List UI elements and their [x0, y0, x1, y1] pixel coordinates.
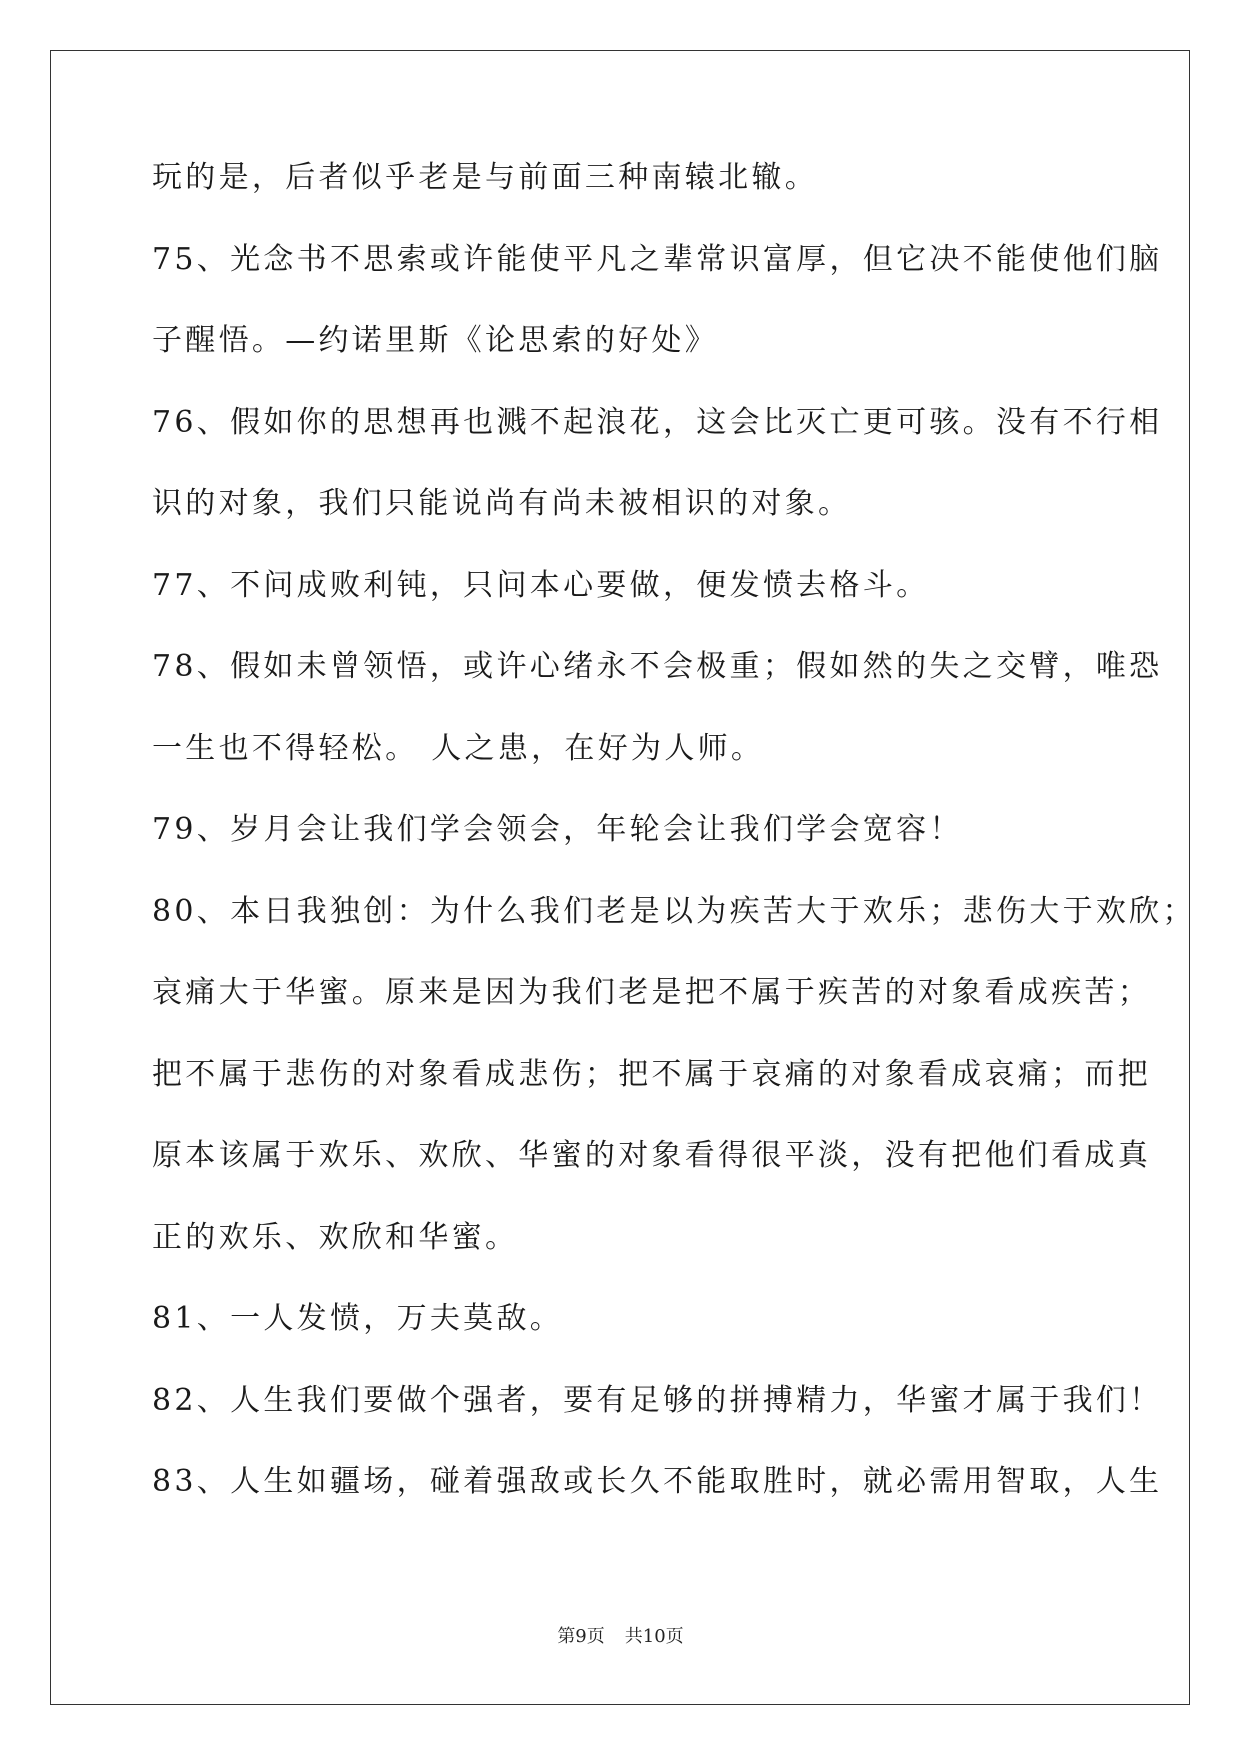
text-line: 一生也不得轻松。 人之患，在好为人师。	[152, 730, 765, 766]
text-line: 75、光念书不思索或许能使平凡之辈常识富厚，但它决不能使他们脑	[152, 241, 1163, 277]
text-line: 81、一人发愤，万夫莫敌。	[152, 1301, 564, 1336]
text-line: 哀痛大于华蜜。原来是因为我们老是把不属于疾苦的对象看成疾苦；	[152, 975, 1151, 1010]
text-line: 识的对象，我们只能说尚有尚未被相识的对象。	[152, 486, 852, 521]
text-line: 子醒悟。—约诺里斯《论思索的好处》	[152, 323, 719, 358]
page-footer	[0, 1625, 1241, 1649]
page-number-current: 第9页	[557, 1626, 605, 1647]
document-body	[152, 160, 1196, 1546]
text-line: 83、人生如疆场，碰着强敌或长久不能取胜时，就必需用智取，人生	[152, 1464, 1163, 1499]
text-line: 76、假如你的思想再也溅不起浪花，这会比灭亡更可骇。没有不行相	[152, 404, 1163, 440]
text-line: 正的欢乐、欢欣和华蜜。	[152, 1219, 519, 1255]
text-line: 79、岁月会让我们学会领会，年轮会让我们学会宽容！	[152, 812, 963, 847]
text-line: 玩的是，后者似乎老是与前面三种南辕北辙。	[152, 160, 818, 195]
text-line: 把不属于悲伤的对象看成悲伤；把不属于哀痛的对象看成哀痛；而把	[152, 1056, 1151, 1092]
text-line: 80、本日我独创：为什么我们老是以为疾苦大于欢乐；悲伤大于欢欣；	[152, 893, 1196, 929]
text-line: 77、不问成败利钝，只问本心要做，便发愤去格斗。	[152, 567, 930, 603]
page-number-total: 共10页	[624, 1626, 684, 1647]
text-line: 原本该属于欢乐、欢欣、华蜜的对象看得很平淡，没有把他们看成真	[152, 1138, 1151, 1173]
text-line: 82、人生我们要做个强者，要有足够的拼搏精力，华蜜才属于我们！	[152, 1382, 1163, 1418]
text-line: 78、假如未曾领悟，或许心绪永不会极重；假如然的失之交臂，唯恐	[152, 649, 1163, 684]
